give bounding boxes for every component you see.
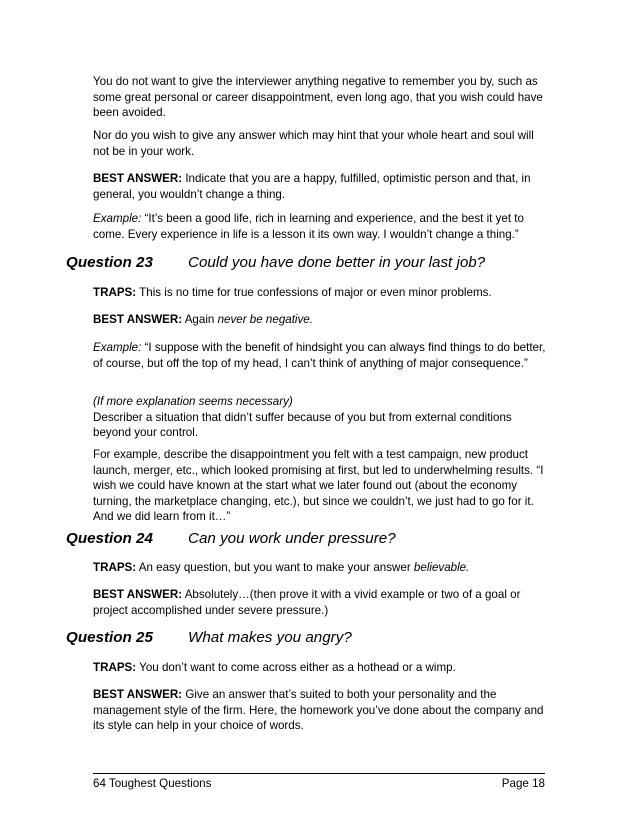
more-explanation-label: (If more explanation seems necessary) [93,395,293,408]
intro-paragraph-2-text: Nor do you wish to give any answer which may hint that your whole heart and soul will not be in your work. [93,129,534,158]
intro-paragraph-2 [93,128,548,159]
best-answer-emphasis: never be negative. [217,313,313,326]
traps-text: You don’t want to come across either as a hothead or a wimp. [136,661,456,674]
footer-page-number: Page 18 [501,777,545,790]
question-23-title: Could you have done better in your last job? [188,254,486,271]
footer-book-title: 64 Toughest Questions [93,777,212,790]
question-24-title: Can you work under pressure? [188,530,396,547]
example-text: “It’s been a good life, rich in learning and experience, and the best it yet to come. Every experience in life is a lesson it its own way. I wouldn’t change a thing.” [93,212,524,241]
for-example-text: For example, describe the disappointment you felt with a test campaign, new product launch, merger, etc., which looked promising at first, but led to underwhelming results. “I wish we could have known at the start what we later found out (about the economy turning, the marketplace changing, etc.), but since we couldn’t, we just had to go for it. And we did learn from it…” [93,448,544,524]
question-25-title: What makes you angry? [188,629,352,646]
best-answer-label: BEST ANSWER: [93,588,183,601]
traps-text: This is no time for true confessions of major or even minor problems. [136,286,492,299]
intro-paragraph-1 [93,74,548,121]
question-23-number: Question 23 [66,254,153,271]
traps-label: TRAPS: [93,661,137,674]
best-answer-text: Indicate that you are a happy, fulfilled, optimistic person and that, in general, you wouldn’t change a thing. [93,172,531,201]
best-answer-label: BEST ANSWER: [93,313,183,326]
more-explanation-text: Describer a situation that didn’t suffer because of you but from external conditions beyond your control. [93,410,512,440]
traps-text: An easy question, but you want to make your answer [136,561,414,574]
traps-label: TRAPS: [93,286,137,299]
q24-traps [93,560,548,576]
q23-for-example-paragraph [93,447,548,525]
best-answer-label: BEST ANSWER: [93,688,183,701]
best-answer-text: Give an answer that’s suited to both your personality and the management style of the firm. Here, the homework you’ve done about the company and its style can help in your choice of words. [93,688,544,733]
question-25-number: Question 25 [66,629,153,646]
best-answer-text: Again [182,313,218,326]
intro-paragraph-1-text: You do not want to give the interviewer anything negative to remember you by, such as some great personal or career disappointment, even long ago, that you wish could have been avoided. [93,75,543,120]
footer-divider [93,773,545,774]
intro-example [93,211,548,242]
example-text: “I suppose with the benefit of hindsight you can always find things to do better, of course, but off the top of my head, I can’t think of anything of major consequence.” [93,341,546,370]
traps-label: TRAPS: [93,561,137,574]
example-label: Example: [93,341,142,354]
q23-more-explanation [93,394,548,441]
question-24-number: Question 24 [66,530,153,547]
q23-best-answer [93,312,548,328]
q23-example [93,340,548,371]
q25-traps [93,660,548,676]
best-answer-label: BEST ANSWER: [93,172,183,185]
traps-emphasis: believable. [413,561,470,574]
q23-traps [93,285,548,301]
q24-best-answer [93,587,548,618]
q25-best-answer [93,687,548,734]
best-answer-text: Absolutely…(then prove it with a vivid example or two of a goal or project accomplished under severe pressure.) [93,588,521,617]
intro-best-answer [93,171,548,202]
example-label: Example: [93,212,142,225]
